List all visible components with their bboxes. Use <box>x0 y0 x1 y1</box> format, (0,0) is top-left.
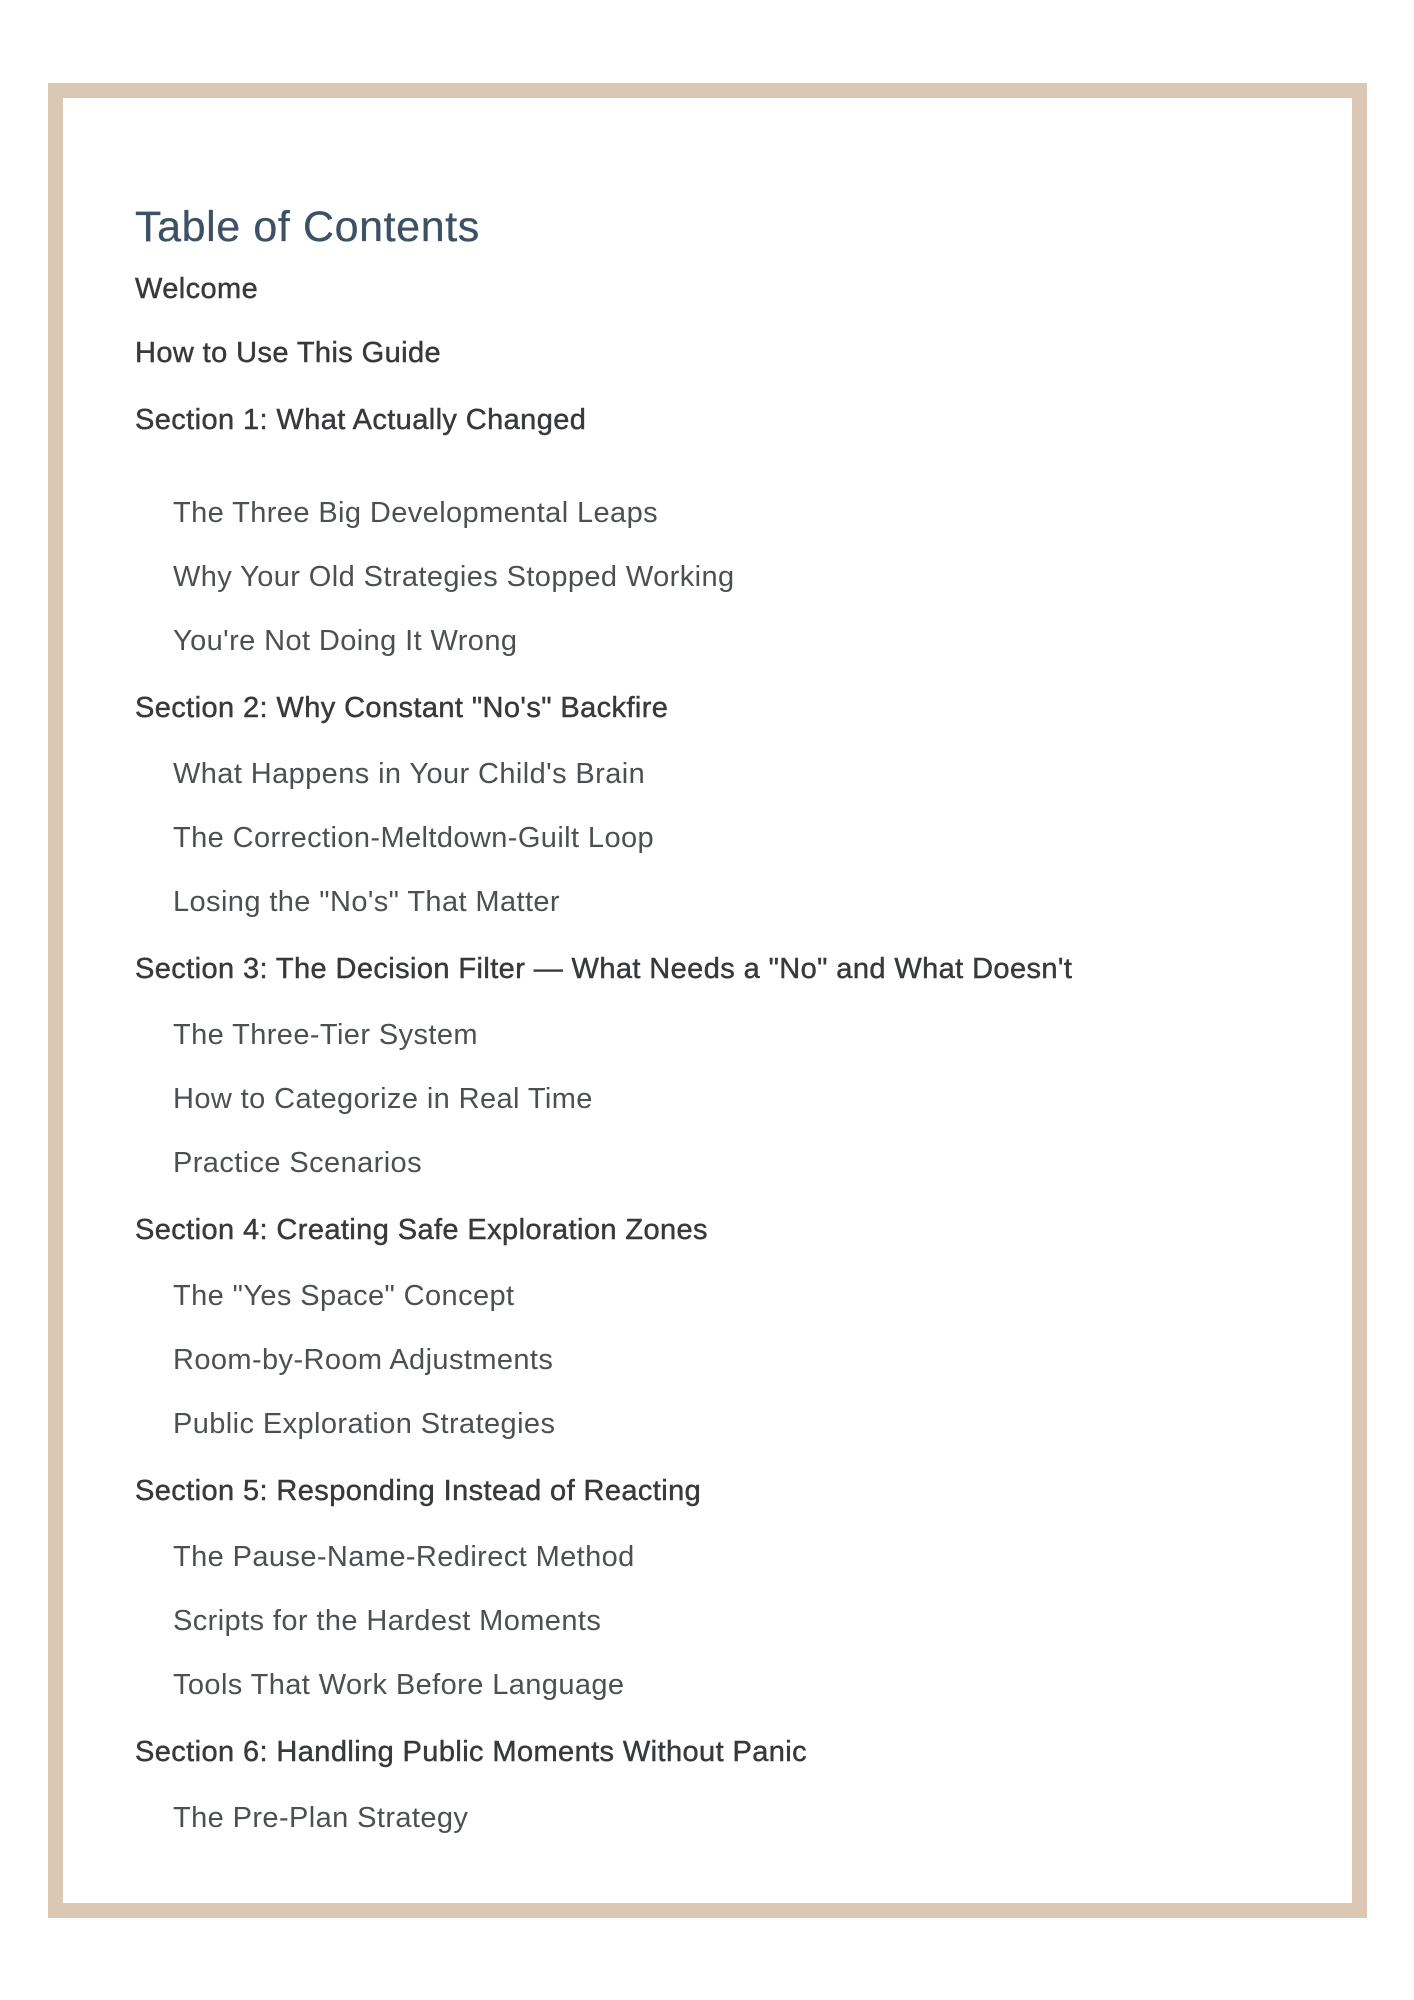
toc-entry-section: Section 2: Why Constant "No's" Backfire <box>135 691 669 724</box>
toc-entry-sub: Room-by-Room Adjustments <box>173 1343 554 1376</box>
toc-entry-sub: Why Your Old Strategies Stopped Working <box>173 560 735 593</box>
toc-entry-sub: The Correction-Meltdown-Guilt Loop <box>173 821 655 854</box>
toc-entry-sub: Tools That Work Before Language <box>173 1668 625 1701</box>
toc-entry-sub: What Happens in Your Child's Brain <box>173 757 646 790</box>
toc-list <box>135 257 1296 1850</box>
toc-entry-sub: The Three-Tier System <box>173 1018 478 1051</box>
toc-entry-sub: The Pause-Name-Redirect Method <box>173 1540 635 1573</box>
toc-entry-sub: The Three Big Developmental Leaps <box>173 496 659 529</box>
page-border-frame <box>48 83 1367 1918</box>
toc-entry-sub: Public Exploration Strategies <box>173 1407 556 1440</box>
toc-entry-sub: Practice Scenarios <box>173 1146 422 1179</box>
toc-entry-sub: Scripts for the Hardest Moments <box>173 1604 602 1637</box>
page-title: Table of Contents <box>135 203 480 251</box>
toc-entry-section: Section 5: Responding Instead of Reacting <box>135 1474 702 1507</box>
toc-entry-section: Section 1: What Actually Changed <box>135 403 587 436</box>
toc-entry-sub: The "Yes Space" Concept <box>173 1279 515 1312</box>
toc-entry-sub: How to Categorize in Real Time <box>173 1082 593 1115</box>
toc-entry-sub: The Pre-Plan Strategy <box>173 1801 469 1834</box>
toc-entry-top: Welcome <box>135 272 259 305</box>
toc-entry-sub: Losing the "No's" That Matter <box>173 885 560 918</box>
page-content <box>63 98 1352 1850</box>
toc-entry-section: Section 6: Handling Public Moments Without Panic <box>135 1735 808 1768</box>
toc-entry-sub: You're Not Doing It Wrong <box>173 624 518 657</box>
toc-section-spacer <box>135 454 1296 481</box>
toc-entry-section: Section 3: The Decision Filter — What Needs a "No" and What Doesn't <box>135 952 1073 985</box>
toc-entry-top: How to Use This Guide <box>135 336 442 369</box>
toc-entry-section: Section 4: Creating Safe Exploration Zones <box>135 1213 708 1246</box>
